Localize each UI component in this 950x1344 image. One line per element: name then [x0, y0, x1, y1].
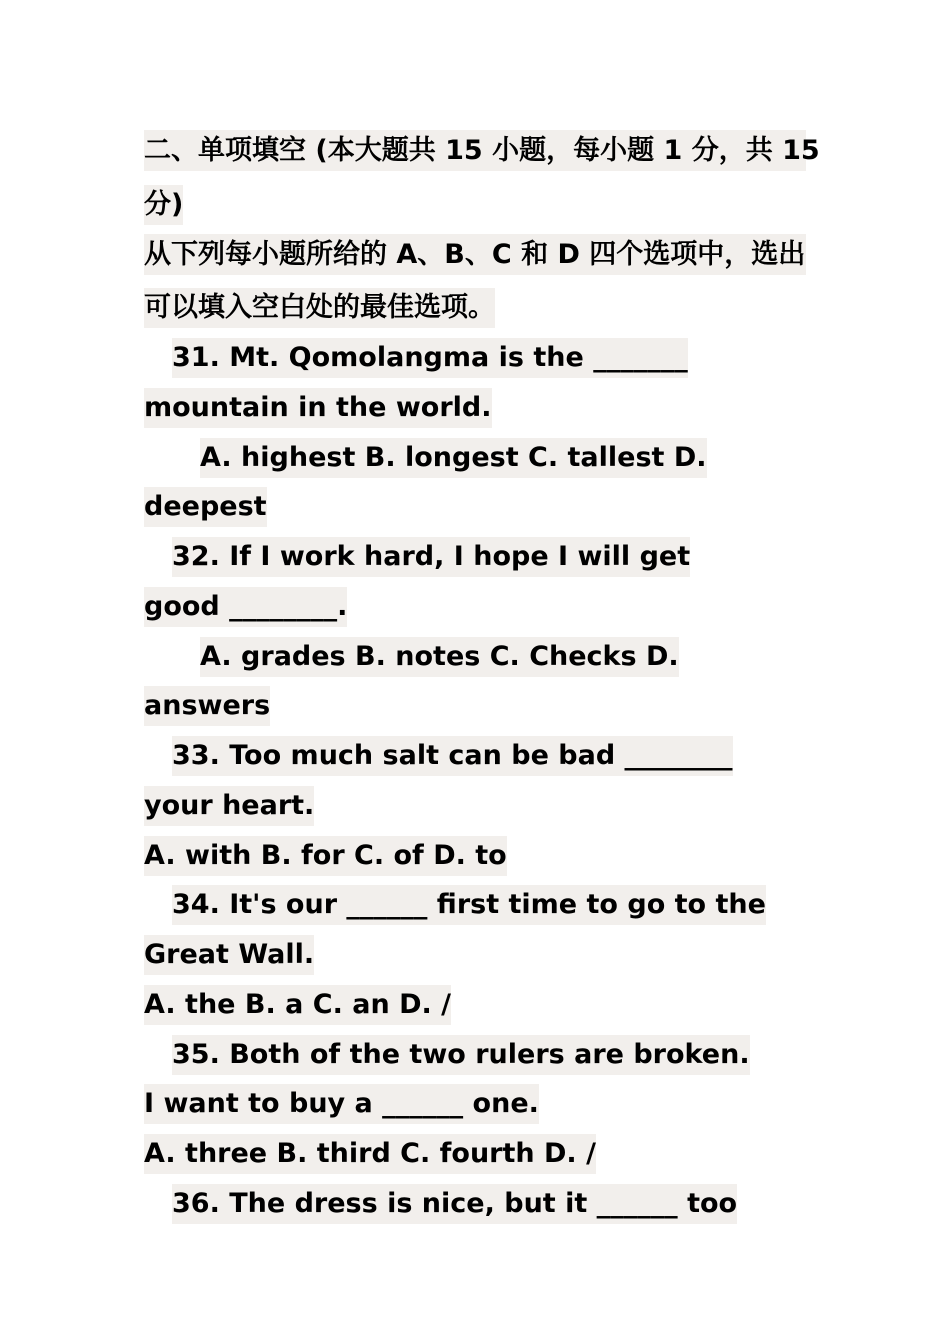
question-34-options	[144, 980, 806, 1030]
section-heading-line-2	[144, 180, 806, 230]
question-stem: 31. Mt. Qomolangma is the _______	[172, 338, 688, 378]
question-options: A. with B. for C. of D. to	[144, 836, 507, 876]
question-33-stem	[144, 731, 806, 781]
instruction-line-2	[144, 283, 806, 333]
question-31-options-continued	[144, 482, 806, 532]
question-stem: 35. Both of the two rulers are broken.	[172, 1035, 750, 1075]
question-33-stem-continued	[144, 781, 806, 831]
question-stem-continued: your heart.	[144, 786, 314, 826]
question-32-options-continued	[144, 681, 806, 731]
question-options: A. the B. a C. an D. /	[144, 985, 451, 1025]
question-stem-continued: mountain in the world.	[144, 388, 492, 428]
question-35-options	[144, 1129, 806, 1179]
question-32-stem-continued	[144, 582, 806, 632]
instruction-line-1	[144, 234, 806, 284]
question-34-stem	[144, 880, 806, 930]
instruction-text-continued: 可以填入空白处的最佳选项。	[144, 288, 495, 328]
question-31-options	[144, 433, 806, 483]
instruction-text: 从下列每小题所给的 A、B、C 和 D 四个选项中，选出	[144, 234, 806, 275]
question-stem-continued: I want to buy a ______ one.	[144, 1084, 539, 1124]
question-options: A. three B. third C. fourth D. /	[144, 1134, 596, 1174]
question-31-stem	[144, 333, 806, 383]
section-heading-line-1	[144, 130, 820, 180]
question-34-stem-continued	[144, 930, 806, 980]
question-stem: 33. Too much salt can be bad ________	[172, 736, 733, 776]
section-heading: 二、单项填空 (本大题共 15 小题，每小题 1 分，共 15	[144, 130, 806, 171]
question-36-stem	[144, 1179, 806, 1229]
question-33-options	[144, 831, 806, 881]
question-32-stem	[144, 532, 806, 582]
question-options: A. grades B. notes C. Checks D.	[200, 637, 679, 677]
question-options-continued: deepest	[144, 487, 267, 527]
question-stem: 32. If I work hard, I hope I will get	[172, 537, 690, 577]
question-options: A. highest B. longest C. tallest D.	[200, 438, 707, 478]
question-stem-continued: Great Wall.	[144, 935, 314, 975]
question-options-continued: answers	[144, 686, 270, 726]
document-page	[144, 126, 820, 1229]
question-35-stem	[144, 1030, 806, 1080]
question-stem: 34. It's our ______ first time to go to the	[172, 885, 766, 925]
question-stem: 36. The dress is nice, but it ______ too	[172, 1184, 737, 1224]
question-31-stem-continued	[144, 383, 806, 433]
question-stem-continued: good ________.	[144, 587, 347, 627]
question-32-options	[144, 632, 806, 682]
question-35-stem-continued	[144, 1079, 806, 1129]
section-heading-continued: 分)	[144, 185, 183, 225]
